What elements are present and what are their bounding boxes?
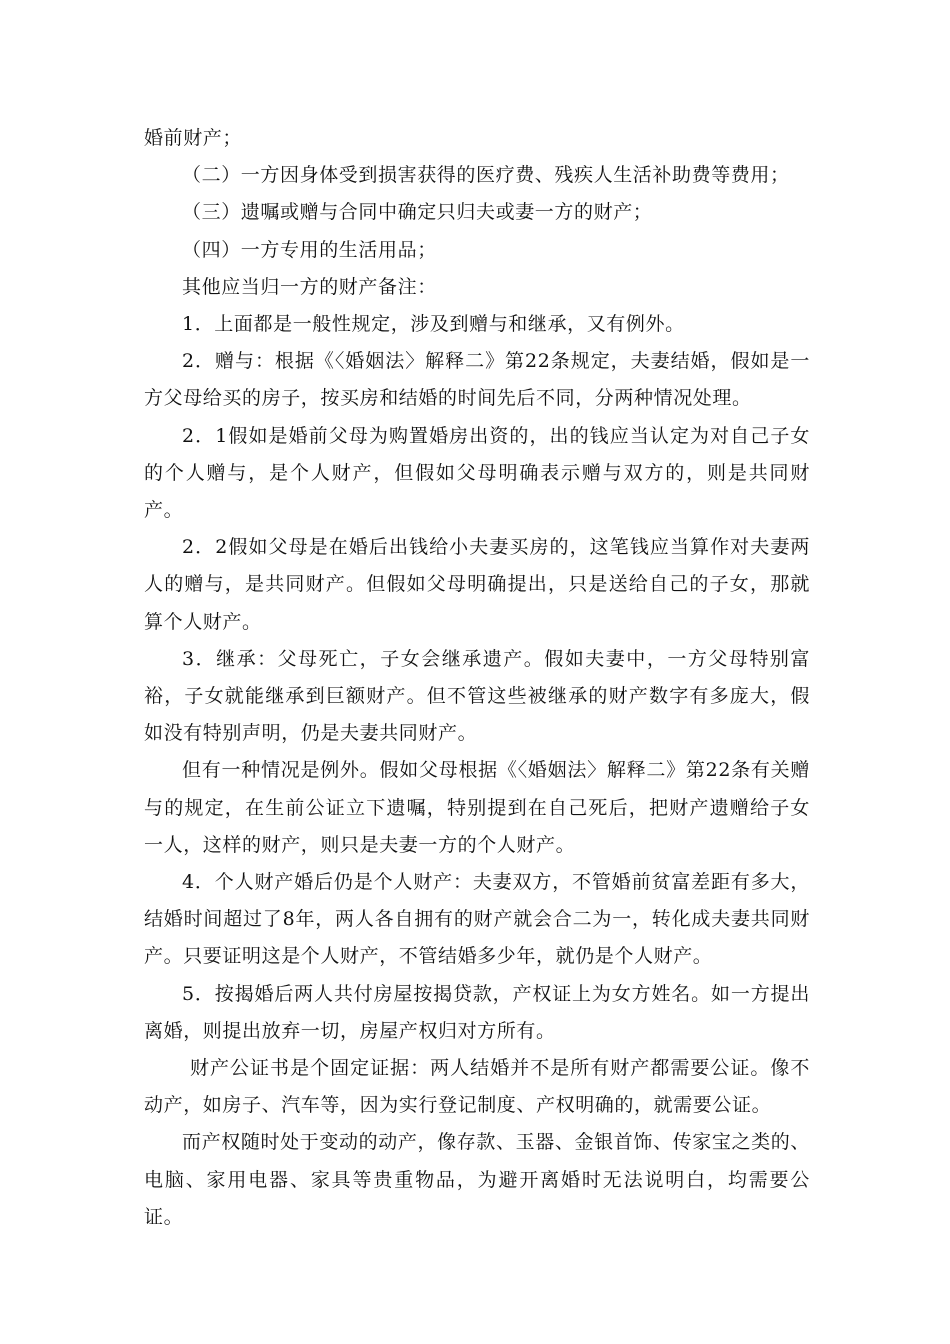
- paragraph-note-1: 1．上面都是一般性规定，涉及到赠与和继承，又有例外。: [182, 313, 685, 336]
- document-body: [144, 120, 810, 1236]
- paragraph-exception: 但有一种情况是例外。假如父母根据《〈婚姻法〉解释二》第22条有关赠与的规定，在生前公证立下遗嘱，特别提到在自己死后，把财产遗赠给子女一人，这样的财产，则只是夫妻一方的个人财产。: [144, 759, 810, 856]
- paragraph-note-4: 4．个人财产婚后仍是个人财产：夫妻双方，不管婚前贫富差距有多大，结婚时间超过了8年，两人各自拥有的财产就会合二为一，转化成夫妻共同财产。只要证明这是个人财产，不管结婚多少年，就仍是个人财产。: [144, 871, 810, 968]
- paragraph-premarital-property: 婚前财产；: [144, 127, 243, 149]
- paragraph-item-2: （二）一方因身体受到损害获得的医疗费、残疾人生活补助费等费用；: [182, 164, 790, 187]
- paragraph-notarization: 财产公证书是个固定证据：两人结婚并不是所有财产都需要公证。像不动产，如房子、汽车等，因为实行登记制度、产权明确的，就需要公证。: [144, 1057, 810, 1117]
- paragraph-notes-heading: 其他应当归一方的财产备注：: [182, 275, 437, 298]
- paragraph-item-3: （三）遗嘱或赠与合同中确定只归夫或妻一方的财产；: [182, 201, 653, 224]
- paragraph-movable-property: 而产权随时处于变动的动产，像存款、玉器、金银首饰、传家宝之类的、电脑、家用电器、家具等贵重物品，为避开离婚时无法说明白，均需要公证。: [144, 1131, 810, 1228]
- paragraph-note-2-2: 2．2假如父母是在婚后出钱给小夫妻买房的，这笔钱应当算作对夫妻两人的赠与，是共同财产。但假如父母明确提出，只是送给自己的子女，那就算个人财产。: [144, 536, 810, 633]
- paragraph-note-3-inheritance: 3．继承：父母死亡，子女会继承遗产。假如夫妻中，一方父母特别富裕，子女就能继承到巨额财产。但不管这些被继承的财产数字有多庞大，假如没有特别声明，仍是夫妻共同财产。: [144, 647, 810, 745]
- paragraph-item-4: （四）一方专用的生活用品；: [182, 238, 437, 261]
- paragraph-note-2-gift: 2．赠与：根据《〈婚姻法〉解释二》第22条规定，夫妻结婚，假如是一方父母给买的房子，按买房和结婚的时间先后不同，分两种情况处理。: [144, 350, 810, 410]
- paragraph-note-2-1: 2．1假如是婚前父母为购置婚房出资的，出的钱应当认定为对自己子女的个人赠与，是个人财产，但假如父母明确表示赠与双方的，则是共同财产。: [144, 424, 810, 522]
- paragraph-note-5: 5．按揭婚后两人共付房屋按揭贷款，产权证上为女方姓名。如一方提出离婚，则提出放弃一切，房屋产权归对方所有。: [144, 982, 810, 1042]
